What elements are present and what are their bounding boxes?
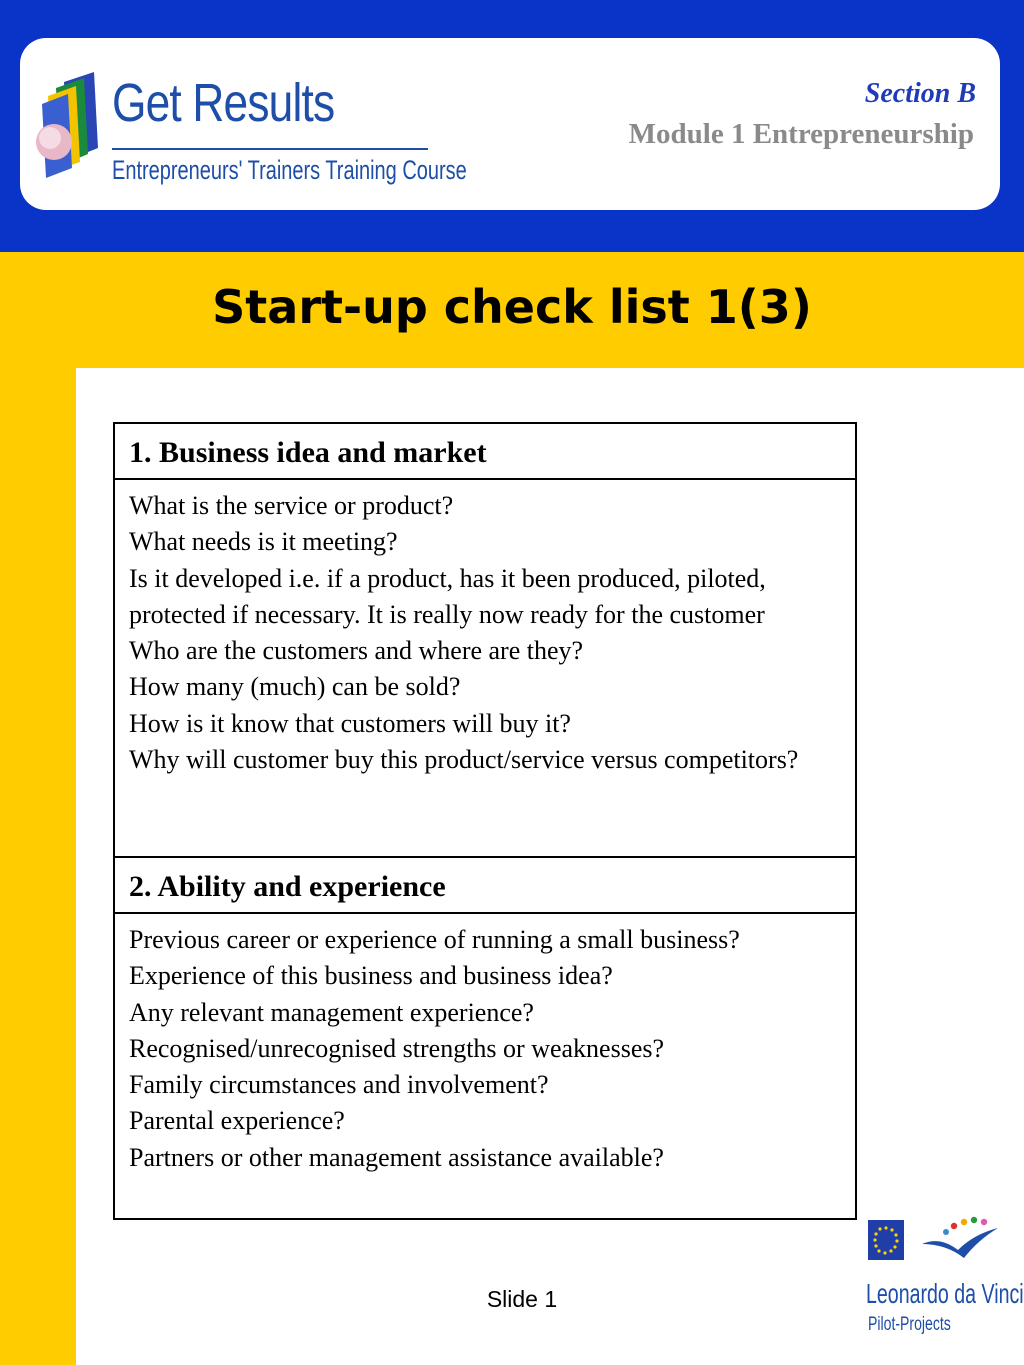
- section-heading-ability: 2. Ability and experience: [115, 858, 855, 914]
- module-label: Module 1 Entrepreneurship: [628, 118, 974, 150]
- section-items-business-idea: [115, 480, 855, 858]
- list-item: Experience of this business and business idea?: [129, 961, 613, 991]
- logo-title: Get Results: [112, 73, 335, 133]
- list-item: Recognised/unrecognised strengths or weaknesses?: [129, 1033, 665, 1063]
- list-item: Any relevant management experience?: [129, 997, 534, 1027]
- header-band: [0, 0, 1024, 252]
- list-item: What is the service or product?: [129, 491, 454, 520]
- leonardo-da-vinci-logo-icon: [918, 1214, 1004, 1264]
- list-item: Is it developed i.e. if a product, has it been produced, piloted, protected if necessary. It is really now ready for the customer: [129, 563, 766, 629]
- left-accent-bar: [0, 368, 76, 1365]
- list-item: What needs is it meeting?: [129, 527, 398, 557]
- slide-number: Slide 1: [486, 1286, 558, 1312]
- logo-divider: [112, 148, 428, 150]
- section-label: Section B: [864, 78, 976, 109]
- list-item: How many (much) can be sold?: [129, 672, 461, 702]
- partner-name: Leonardo da Vinci: [866, 1278, 1024, 1309]
- header-card: [20, 38, 1000, 210]
- logo-subtitle: Entrepreneurs' Trainers Training Course: [112, 155, 467, 185]
- list-item: How is it know that customers will buy it?: [129, 708, 571, 738]
- partner-subtitle: Pilot-Projects: [868, 1314, 951, 1335]
- list-item: Family circumstances and involvement?: [129, 1070, 549, 1100]
- get-results-logo-icon: [34, 68, 104, 180]
- list-item: Who are the customers and where are they?: [129, 636, 584, 666]
- eu-flag-icon: [868, 1220, 904, 1260]
- checklist-table: [113, 422, 857, 1220]
- list-item: Why will customer buy this product/service versus competitors?: [129, 745, 799, 775]
- list-item: Parental experience?: [129, 1106, 345, 1136]
- section-items-ability: [115, 914, 855, 1218]
- section-heading-business-idea: 1. Business idea and market: [115, 424, 855, 480]
- list-item: Partners or other management assistance available?: [129, 1142, 664, 1172]
- slide-title: Start-up check list 1(3): [212, 280, 812, 334]
- list-item: Previous career or experience of running a small business?: [129, 925, 740, 954]
